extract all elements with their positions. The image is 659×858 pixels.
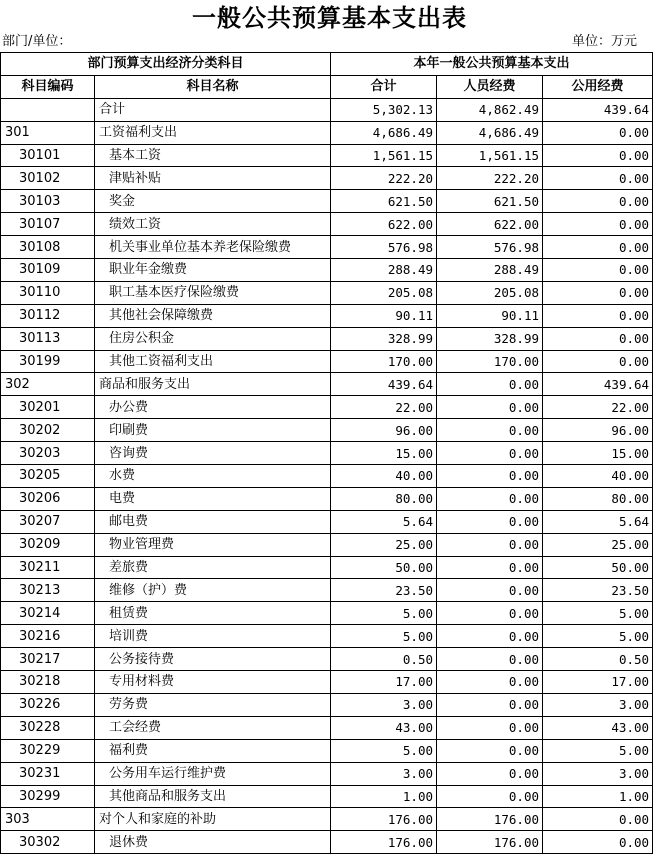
row-code: 30101 bbox=[1, 144, 95, 167]
row-name: 职工基本医疗保险缴费 bbox=[95, 281, 331, 304]
row-personnel: 288.49 bbox=[437, 259, 543, 282]
row-personnel: 0.00 bbox=[437, 602, 543, 625]
row-total: 176.00 bbox=[331, 831, 437, 854]
row-name: 维修（护）费 bbox=[95, 579, 331, 602]
row-name: 公务用车运行维护费 bbox=[95, 762, 331, 785]
table-row bbox=[1, 98, 653, 121]
row-name: 其他工资福利支出 bbox=[95, 350, 331, 373]
row-code: 30110 bbox=[1, 281, 95, 304]
row-personnel: 90.11 bbox=[437, 304, 543, 327]
row-name: 机关事业单位基本养老保险缴费 bbox=[95, 236, 331, 259]
row-public: 15.00 bbox=[543, 442, 653, 465]
table-row bbox=[1, 739, 653, 762]
table-row bbox=[1, 808, 653, 831]
row-public: 50.00 bbox=[543, 556, 653, 579]
row-total: 621.50 bbox=[331, 190, 437, 213]
row-total: 622.00 bbox=[331, 213, 437, 236]
row-public: 3.00 bbox=[543, 693, 653, 716]
row-name: 租赁费 bbox=[95, 602, 331, 625]
row-personnel: 0.00 bbox=[437, 785, 543, 808]
row-total: 23.50 bbox=[331, 579, 437, 602]
department-label: 部门/单位： bbox=[2, 34, 72, 49]
row-personnel: 222.20 bbox=[437, 167, 543, 190]
row-public: 43.00 bbox=[543, 716, 653, 739]
header-public: 公用经费 bbox=[543, 75, 653, 98]
row-personnel: 0.00 bbox=[437, 648, 543, 671]
row-total: 80.00 bbox=[331, 487, 437, 510]
row-name: 住房公积金 bbox=[95, 327, 331, 350]
row-code: 302 bbox=[1, 373, 95, 396]
row-public: 96.00 bbox=[543, 419, 653, 442]
row-personnel: 0.00 bbox=[437, 716, 543, 739]
row-code: 30207 bbox=[1, 510, 95, 533]
row-code: 30113 bbox=[1, 327, 95, 350]
row-total: 3.00 bbox=[331, 762, 437, 785]
report-title: 一般公共预算基本支出表 bbox=[192, 4, 467, 32]
row-total: 170.00 bbox=[331, 350, 437, 373]
row-name: 差旅费 bbox=[95, 556, 331, 579]
row-personnel: 576.98 bbox=[437, 236, 543, 259]
row-code: 30203 bbox=[1, 442, 95, 465]
row-public: 439.64 bbox=[543, 98, 653, 121]
row-name: 福利费 bbox=[95, 739, 331, 762]
row-code: 30109 bbox=[1, 259, 95, 282]
row-personnel: 0.00 bbox=[437, 762, 543, 785]
row-total: 1,561.15 bbox=[331, 144, 437, 167]
header-total: 合计 bbox=[331, 75, 437, 98]
table-row bbox=[1, 442, 653, 465]
row-code: 30226 bbox=[1, 693, 95, 716]
row-public: 0.00 bbox=[543, 281, 653, 304]
table-row bbox=[1, 533, 653, 556]
row-code: 30107 bbox=[1, 213, 95, 236]
row-name: 办公费 bbox=[95, 396, 331, 419]
table-row bbox=[1, 579, 653, 602]
row-public: 0.00 bbox=[543, 831, 653, 854]
table-row bbox=[1, 304, 653, 327]
row-total: 25.00 bbox=[331, 533, 437, 556]
row-name: 公务接待费 bbox=[95, 648, 331, 671]
row-personnel: 328.99 bbox=[437, 327, 543, 350]
row-total: 576.98 bbox=[331, 236, 437, 259]
row-personnel: 622.00 bbox=[437, 213, 543, 236]
row-total: 3.00 bbox=[331, 693, 437, 716]
row-public: 5.64 bbox=[543, 510, 653, 533]
row-code: 30108 bbox=[1, 236, 95, 259]
row-total: 222.20 bbox=[331, 167, 437, 190]
row-public: 0.00 bbox=[543, 259, 653, 282]
row-code: 30112 bbox=[1, 304, 95, 327]
row-personnel: 176.00 bbox=[437, 808, 543, 831]
row-personnel: 0.00 bbox=[437, 442, 543, 465]
row-code: 30211 bbox=[1, 556, 95, 579]
row-total: 50.00 bbox=[331, 556, 437, 579]
row-personnel: 176.00 bbox=[437, 831, 543, 854]
table-row bbox=[1, 762, 653, 785]
table-row bbox=[1, 213, 653, 236]
row-personnel: 0.00 bbox=[437, 693, 543, 716]
table-row bbox=[1, 396, 653, 419]
row-personnel: 0.00 bbox=[437, 373, 543, 396]
row-name: 其他社会保障缴费 bbox=[95, 304, 331, 327]
row-code: 30228 bbox=[1, 716, 95, 739]
row-personnel: 0.00 bbox=[437, 556, 543, 579]
row-public: 0.00 bbox=[543, 808, 653, 831]
row-personnel: 0.00 bbox=[437, 419, 543, 442]
row-total: 5.00 bbox=[331, 602, 437, 625]
table-row bbox=[1, 625, 653, 648]
table-row bbox=[1, 465, 653, 488]
row-code: 30205 bbox=[1, 465, 95, 488]
row-personnel: 0.00 bbox=[437, 465, 543, 488]
row-public: 5.00 bbox=[543, 602, 653, 625]
row-personnel: 0.00 bbox=[437, 487, 543, 510]
table-row bbox=[1, 487, 653, 510]
row-name: 职业年金缴费 bbox=[95, 259, 331, 282]
row-code: 30102 bbox=[1, 167, 95, 190]
table-row bbox=[1, 190, 653, 213]
table-row bbox=[1, 831, 653, 854]
header-group-row bbox=[1, 53, 653, 76]
row-total: 176.00 bbox=[331, 808, 437, 831]
row-public: 80.00 bbox=[543, 487, 653, 510]
row-total: 439.64 bbox=[331, 373, 437, 396]
row-name: 工会经费 bbox=[95, 716, 331, 739]
row-code bbox=[1, 98, 95, 121]
row-public: 17.00 bbox=[543, 671, 653, 694]
table-row bbox=[1, 373, 653, 396]
row-code: 303 bbox=[1, 808, 95, 831]
row-public: 1.00 bbox=[543, 785, 653, 808]
row-public: 5.00 bbox=[543, 625, 653, 648]
row-code: 30218 bbox=[1, 671, 95, 694]
row-code: 30229 bbox=[1, 739, 95, 762]
row-code: 30299 bbox=[1, 785, 95, 808]
table-row bbox=[1, 327, 653, 350]
row-code: 30216 bbox=[1, 625, 95, 648]
row-total: 4,686.49 bbox=[331, 121, 437, 144]
table-row bbox=[1, 716, 653, 739]
row-code: 30302 bbox=[1, 831, 95, 854]
row-personnel: 0.00 bbox=[437, 671, 543, 694]
row-code: 30206 bbox=[1, 487, 95, 510]
row-personnel: 4,862.49 bbox=[437, 98, 543, 121]
row-public: 0.00 bbox=[543, 304, 653, 327]
row-personnel: 0.00 bbox=[437, 533, 543, 556]
row-name: 商品和服务支出 bbox=[95, 373, 331, 396]
row-total: 1.00 bbox=[331, 785, 437, 808]
row-public: 0.50 bbox=[543, 648, 653, 671]
row-name: 绩效工资 bbox=[95, 213, 331, 236]
row-name: 电费 bbox=[95, 487, 331, 510]
row-total: 15.00 bbox=[331, 442, 437, 465]
table-row bbox=[1, 419, 653, 442]
row-public: 0.00 bbox=[543, 213, 653, 236]
table-row bbox=[1, 785, 653, 808]
row-personnel: 4,686.49 bbox=[437, 121, 543, 144]
row-total: 205.08 bbox=[331, 281, 437, 304]
row-total: 5.00 bbox=[331, 739, 437, 762]
row-personnel: 0.00 bbox=[437, 396, 543, 419]
row-name: 奖金 bbox=[95, 190, 331, 213]
header-classification-group: 部门预算支出经济分类科目 bbox=[1, 53, 331, 76]
row-personnel: 0.00 bbox=[437, 625, 543, 648]
row-name: 邮电费 bbox=[95, 510, 331, 533]
row-personnel: 621.50 bbox=[437, 190, 543, 213]
row-total: 96.00 bbox=[331, 419, 437, 442]
row-name: 津贴补贴 bbox=[95, 167, 331, 190]
budget-table bbox=[0, 52, 653, 854]
row-public: 0.00 bbox=[543, 144, 653, 167]
row-code: 30213 bbox=[1, 579, 95, 602]
table-row bbox=[1, 648, 653, 671]
row-total: 5.64 bbox=[331, 510, 437, 533]
header-column-row bbox=[1, 75, 653, 98]
table-row bbox=[1, 671, 653, 694]
header-name: 科目名称 bbox=[95, 75, 331, 98]
row-code: 30103 bbox=[1, 190, 95, 213]
row-public: 439.64 bbox=[543, 373, 653, 396]
row-name: 培训费 bbox=[95, 625, 331, 648]
row-personnel: 0.00 bbox=[437, 579, 543, 602]
row-total: 40.00 bbox=[331, 465, 437, 488]
table-row bbox=[1, 144, 653, 167]
header-personnel: 人员经费 bbox=[437, 75, 543, 98]
row-total: 17.00 bbox=[331, 671, 437, 694]
row-name: 咨询费 bbox=[95, 442, 331, 465]
row-code: 30209 bbox=[1, 533, 95, 556]
row-name: 合计 bbox=[95, 98, 331, 121]
table-row bbox=[1, 602, 653, 625]
table-row bbox=[1, 510, 653, 533]
row-name: 水费 bbox=[95, 465, 331, 488]
row-public: 5.00 bbox=[543, 739, 653, 762]
row-code: 30202 bbox=[1, 419, 95, 442]
row-name: 工资福利支出 bbox=[95, 121, 331, 144]
row-name: 退休费 bbox=[95, 831, 331, 854]
row-name: 专用材料费 bbox=[95, 671, 331, 694]
table-row bbox=[1, 167, 653, 190]
header-expenditure-group: 本年一般公共预算基本支出 bbox=[331, 53, 653, 76]
row-total: 22.00 bbox=[331, 396, 437, 419]
table-row bbox=[1, 121, 653, 144]
row-personnel: 205.08 bbox=[437, 281, 543, 304]
row-public: 0.00 bbox=[543, 167, 653, 190]
row-public: 23.50 bbox=[543, 579, 653, 602]
row-code: 30214 bbox=[1, 602, 95, 625]
table-row bbox=[1, 693, 653, 716]
row-personnel: 0.00 bbox=[437, 510, 543, 533]
row-public: 0.00 bbox=[543, 236, 653, 259]
row-total: 90.11 bbox=[331, 304, 437, 327]
row-code: 301 bbox=[1, 121, 95, 144]
row-total: 288.49 bbox=[331, 259, 437, 282]
row-personnel: 1,561.15 bbox=[437, 144, 543, 167]
table-row bbox=[1, 281, 653, 304]
row-public: 0.00 bbox=[543, 121, 653, 144]
row-name: 印刷费 bbox=[95, 419, 331, 442]
row-total: 43.00 bbox=[331, 716, 437, 739]
table-row bbox=[1, 350, 653, 373]
row-public: 0.00 bbox=[543, 350, 653, 373]
row-code: 30201 bbox=[1, 396, 95, 419]
row-total: 328.99 bbox=[331, 327, 437, 350]
row-name: 物业管理费 bbox=[95, 533, 331, 556]
row-personnel: 0.00 bbox=[437, 739, 543, 762]
row-code: 30231 bbox=[1, 762, 95, 785]
row-name: 其他商品和服务支出 bbox=[95, 785, 331, 808]
row-personnel: 170.00 bbox=[437, 350, 543, 373]
header-code: 科目编码 bbox=[1, 75, 95, 98]
row-name: 基本工资 bbox=[95, 144, 331, 167]
row-total: 5,302.13 bbox=[331, 98, 437, 121]
row-public: 0.00 bbox=[543, 327, 653, 350]
table-body bbox=[1, 98, 653, 853]
row-public: 40.00 bbox=[543, 465, 653, 488]
row-public: 0.00 bbox=[543, 190, 653, 213]
row-total: 0.50 bbox=[331, 648, 437, 671]
table-row bbox=[1, 259, 653, 282]
row-name: 劳务费 bbox=[95, 693, 331, 716]
row-public: 3.00 bbox=[543, 762, 653, 785]
row-code: 30217 bbox=[1, 648, 95, 671]
table-row bbox=[1, 236, 653, 259]
unit-label: 单位：万元 bbox=[571, 34, 637, 49]
row-code: 30199 bbox=[1, 350, 95, 373]
row-name: 对个人和家庭的补助 bbox=[95, 808, 331, 831]
row-total: 5.00 bbox=[331, 625, 437, 648]
table-row bbox=[1, 556, 653, 579]
row-public: 25.00 bbox=[543, 533, 653, 556]
row-public: 22.00 bbox=[543, 396, 653, 419]
